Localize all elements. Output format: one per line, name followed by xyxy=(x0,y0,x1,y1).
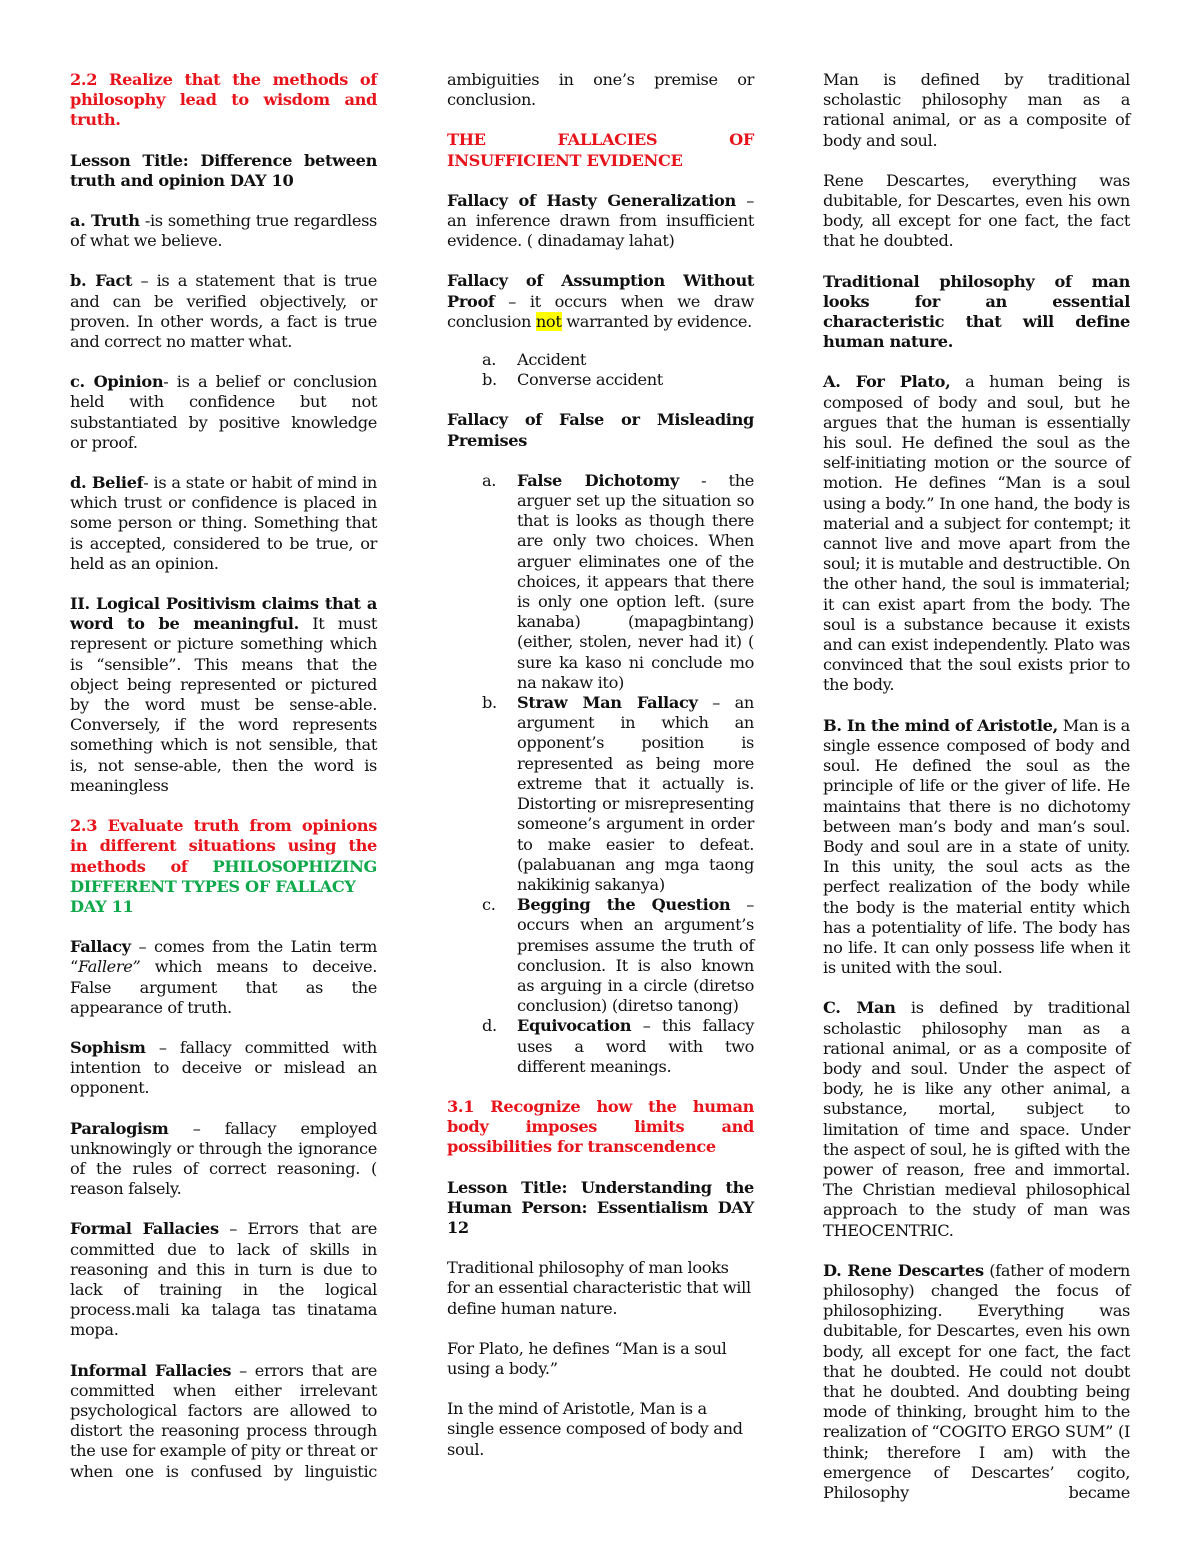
term: Straw Man Fallacy xyxy=(517,693,698,713)
descartes-section: D. Rene Descartes (father of modern philosophy) changed the focus of philosophizing. Everything was dubitable, for Descartes, even his own body, all except for one fact, the fact that he doubted. He could not doubt that he doubted. And doubting being mode of thinking, brought him to the realization of “COGITO ERGO SUM” (I think; therefore I am) with the emergence of Descartes’ cogito, Philosophy became xyxy=(823,1260,1131,1502)
list-item: b. Straw Man Fallacy – an argument in which an opponent’s position is represented as being more extreme that it actually is. Distorting or misrepresenting someone’s argument in order to make easier to defeat. (palabuanan ang mga taong nakikinig sakanya) xyxy=(482,693,755,894)
term: Fallacy of Hasty Generalization xyxy=(447,190,736,210)
list-item: b. Converse accident xyxy=(482,370,663,390)
descartes-summary: Rene Descartes, everything was dubitable, for Descartes, even his own body, all except for one fact, the fact that he doubted. xyxy=(823,170,1130,251)
definition: -is something true regardless of what we believe. xyxy=(70,211,377,251)
highlighted-word: not xyxy=(535,311,562,331)
definition: It must represent or picture something which is “sensible”. This means that the object being represented or pictured by the word must be sense-able. Conversely, if the word represents something which is not sensible, that is, not sense-able, then the word is meaningless xyxy=(70,614,377,795)
list-item: d. Equivocation – this fallacy uses a word with two different meanings. xyxy=(482,1016,754,1076)
definition: - is a belief or conclusion held with confidence but not substantiated by positive knowledge or proof. xyxy=(70,372,378,452)
fallacy-definition: Fallacy – comes from the Latin term “Fallere” which means to deceive. False argument that as the appearance of truth. xyxy=(70,937,377,1017)
definition: - is a state or habit of mind in which trust or confidence is placed in some person or thing. Something that is accepted, considered to be true, or held as an opinion. xyxy=(70,473,377,573)
heading-3-1: 3.1 Recognize how the human body imposes limits and possibilities for transcendence xyxy=(447,1096,754,1157)
paralogism-definition: Paralogism – fallacy employed unknowingly or through the ignorance of the rules of correct reasoning. ( reason falsely. xyxy=(70,1118,377,1199)
false-premises-heading: Fallacy of False or Misleading Premises xyxy=(447,410,754,450)
term: Equivocation xyxy=(517,1016,632,1036)
belief-definition xyxy=(70,473,377,574)
heading-2-3: 2.3 Evaluate truth from opinions in different situations using the methods of PHILOSOPHIZING DIFFERENT TYPES OF FALLACY DAY 11 xyxy=(70,816,377,916)
term: Formal Fallacies xyxy=(70,1219,219,1239)
term: Paralogism xyxy=(70,1118,169,1138)
aristotle-section: B. In the mind of Aristotle, Man is a single essence composed of body and soul. He defined the soul as the principle of life or the giver of life. He maintains that there is no dichotomy between man’s body and man’s soul. Body and soul are in a state of unity. In this unity, the soul acts as the perfect realization of the body while the body is the material entity which has a potentiality of life. The body has no life. It can only possess life when it is united with the soul. xyxy=(823,715,1130,978)
list-item: a. Accident xyxy=(482,350,587,370)
column-2 xyxy=(447,70,754,1480)
term: A. For Plato, xyxy=(823,372,951,392)
informal-fallacies-definition: Informal Fallacies – errors that are committed when either irrelevant psychological factors are allowed to distort the reasoning process through the use for example of pity or threat or when one is confused by linguistic xyxy=(70,1360,377,1481)
list-item: a. False Dichotomy - the arguer set up the situation so that is looks as though there are only two choices. When arguer eliminates one of the choices, it appears that there is only one option left. (sure kanaba) (mapagbintang) (either, stolen, never had it) ( sure ka kaso ni conclude mo na nakaw ito) xyxy=(482,470,754,692)
logical-positivism xyxy=(70,594,377,796)
plato-section: A. For Plato, a human being is composed of body and soul, but he argues that the human is essentially his soul. He defined the soul as the self-initiating motion or the source of motion. He defines “Man is a soul using a body.” In one hand, the body is material and a subject for contempt; it cannot live and move apart from the soul; it is mutable and destructible. On the other hand, the soul is immaterial; it can exist apart from the body. The soul is a substance because it exists and can exist independently. Plato was convinced that the soul exists prior to the body. xyxy=(823,372,1131,695)
term: c. Opinion xyxy=(70,372,164,392)
term: D. Rene Descartes xyxy=(823,1260,984,1280)
aristotle-summary: In the mind of Aristotle, Man is a single essence composed of body and soul. xyxy=(447,1399,743,1459)
heading-insufficient-evidence: THE FALLACIES OF INSUFFICIENT EVIDENCE xyxy=(447,130,754,170)
list-item: c. Begging the Question – occurs when an argument’s premises assume the truth of conclusion. It is also known as arguing in a circle (diretso conclusion) (diretso tanong) xyxy=(482,895,754,1016)
man-definition: Man is defined by traditional scholastic philosophy man as a rational animal, or as a composite of body and soul. xyxy=(823,70,1130,150)
definition: – is a statement that is true and can be verified objectively, or proven. In other words, a fact is true and correct no matter what. xyxy=(70,271,377,352)
column-3 xyxy=(823,70,1130,1523)
term: False Dichotomy xyxy=(517,470,679,490)
false-premises-list xyxy=(447,471,754,1077)
formal-fallacies-definition: Formal Fallacies – Errors that are committed due to lack of skills in reasoning and this in turn is due to lack of training in the logical process.mali ka talaga tas tinatama mopa. xyxy=(70,1219,377,1340)
term: Fallacy xyxy=(70,937,131,957)
term: Sophism xyxy=(70,1037,146,1057)
traditional-philosophy-bold: Traditional philosophy of man looks for an essential characteristic that will define human nature. xyxy=(823,271,1130,352)
term: B. In the mind of Aristotle, xyxy=(823,715,1058,735)
term: a. Truth xyxy=(70,211,140,231)
plato-summary: For Plato, he defines “Man is a soul using a body.” xyxy=(447,1338,727,1378)
lesson-title-day12: Lesson Title: Understanding the Human Person: Essentialism DAY 12 xyxy=(447,1177,754,1237)
truth-definition xyxy=(70,211,377,251)
term: b. Fact xyxy=(70,271,133,291)
term: Informal Fallacies xyxy=(70,1360,232,1380)
term: II. Logical Positivism claims that a word to be meaningful. xyxy=(70,594,377,634)
ambiguities-continued: ambiguities in one’s premise or conclusion. xyxy=(447,70,754,110)
lesson-title-day10: Lesson Title: Difference between truth and opinion DAY 10 xyxy=(70,150,377,190)
assumption-without-proof: Fallacy of Assumption Without Proof – it occurs when we draw conclusion not warranted by evidence. xyxy=(447,271,754,331)
fact-definition xyxy=(70,271,377,352)
hasty-generalization: Fallacy of Hasty Generalization – an inference drawn from insufficient evidence. ( dinadamay lahat) xyxy=(447,190,754,251)
opinion-definition xyxy=(70,372,377,453)
column-1 xyxy=(70,70,377,1502)
term: d. Belief xyxy=(70,473,144,493)
term: Begging the Question xyxy=(517,895,731,915)
term: C. Man xyxy=(823,998,896,1018)
man-section: C. Man is defined by traditional scholastic philosophy man as a rational animal, or as a composite of body and soul. Under the aspect of body, he is like any other animal, a substance, mortal, subject to limitation of time and space. Under the aspect of soul, he is gifted with the power of reason, free and immortal. The Christian medieval philosophical approach to the study of man was THEOCENTRIC. xyxy=(823,998,1130,1240)
accident-list xyxy=(447,350,754,390)
heading-2-2: 2.2 Realize that the methods of philosophy lead to wisdom and truth. xyxy=(70,70,377,130)
traditional-philosophy: Traditional philosophy of man looks for an essential characteristic that will define human nature. xyxy=(447,1258,751,1318)
sophism-definition: Sophism – fallacy committed with intention to deceive or mislead an opponent. xyxy=(70,1037,377,1098)
term: Fallacy of Assumption Without Proof xyxy=(447,271,754,311)
